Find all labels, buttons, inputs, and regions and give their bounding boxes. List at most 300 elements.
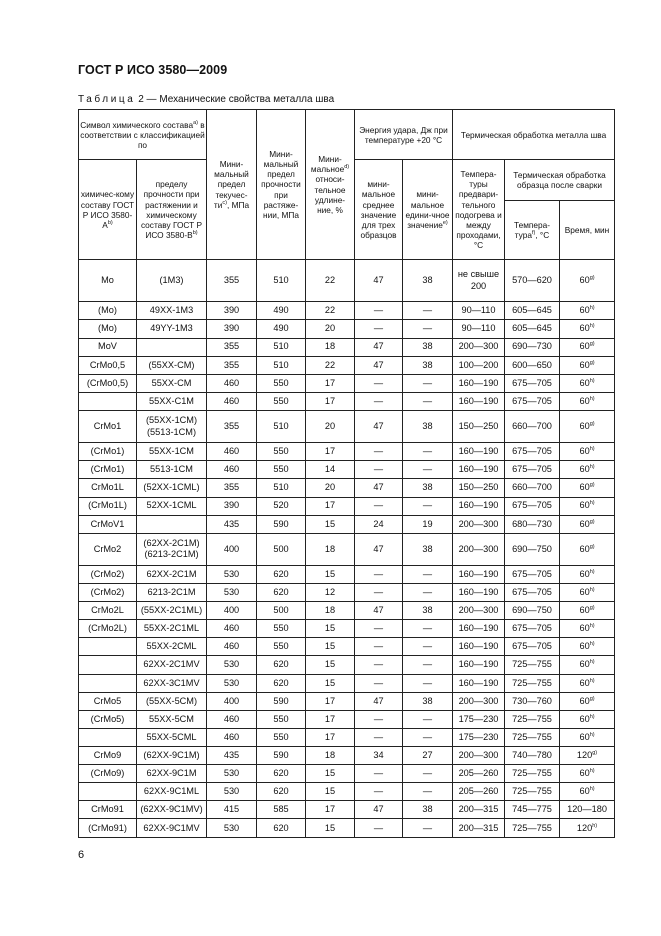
impact-mean-cell: 47 bbox=[355, 338, 403, 356]
yield-strength-cell: 530 bbox=[207, 565, 257, 583]
elongation-cell: 15 bbox=[306, 765, 355, 783]
chem-symbol-a-cell: CrMo91 bbox=[79, 801, 137, 819]
elongation-cell: 15 bbox=[306, 819, 355, 838]
pwht-time-cell: 60$^{g)}$ bbox=[560, 356, 615, 374]
chem-symbol-b-cell: (1M3) bbox=[137, 260, 207, 302]
pwht-time-cell: 60$^{h)}$ bbox=[560, 443, 615, 461]
table-row bbox=[79, 443, 615, 461]
chem-symbol-b-cell: 62XX-9C1ML bbox=[137, 783, 207, 801]
impact-mean-cell: — bbox=[355, 584, 403, 602]
chem-symbol-a-cell bbox=[79, 392, 137, 410]
preheat-temp-cell: 160—190 bbox=[453, 638, 505, 656]
pwht-temp-cell: 690—750 bbox=[505, 602, 560, 620]
pwht-temp-cell: 725—755 bbox=[505, 765, 560, 783]
elongation-cell: 15 bbox=[306, 783, 355, 801]
tensile-strength-cell: 550 bbox=[257, 461, 306, 479]
page-number: 6 bbox=[78, 849, 85, 861]
chem-symbol-b-cell: 55XX-C1M bbox=[137, 392, 207, 410]
tensile-strength-cell: 520 bbox=[257, 497, 306, 515]
tensile-strength-cell: 620 bbox=[257, 765, 306, 783]
yield-strength-cell: 355 bbox=[207, 410, 257, 442]
pwht-time-cell: 60$^{g)}$ bbox=[560, 515, 615, 533]
tensile-strength-cell: 550 bbox=[257, 728, 306, 746]
tensile-strength-cell: 510 bbox=[257, 260, 306, 302]
impact-single-cell: — bbox=[403, 302, 453, 320]
chem-symbol-b-cell: 55XX-5CML bbox=[137, 728, 207, 746]
elongation-cell: 22 bbox=[306, 356, 355, 374]
pwht-temp-cell: 675—705 bbox=[505, 374, 560, 392]
pwht-time-cell: 60$^{h)}$ bbox=[560, 620, 615, 638]
pwht-time-cell: 60$^{h)}$ bbox=[560, 392, 615, 410]
impact-single-cell: — bbox=[403, 728, 453, 746]
chem-symbol-a-cell: (CrMo5) bbox=[79, 710, 137, 728]
preheat-temp-cell: 175—230 bbox=[453, 728, 505, 746]
elongation-cell: 17 bbox=[306, 692, 355, 710]
impact-single-cell: — bbox=[403, 620, 453, 638]
yield-strength-cell: 435 bbox=[207, 747, 257, 765]
table-row bbox=[79, 819, 615, 838]
yield-strength-cell: 530 bbox=[207, 674, 257, 692]
chem-symbol-a-cell: CrMo0,5 bbox=[79, 356, 137, 374]
table-row bbox=[79, 338, 615, 356]
yield-strength-cell: 390 bbox=[207, 497, 257, 515]
preheat-temp-cell: 160—190 bbox=[453, 461, 505, 479]
impact-single-cell: 38 bbox=[403, 338, 453, 356]
impact-mean-cell: — bbox=[355, 497, 403, 515]
header-pwht-group: Термическая обработка образца после сварки bbox=[505, 160, 615, 200]
chem-symbol-b-cell: 62XX-9C1MV bbox=[137, 819, 207, 838]
impact-mean-cell: 24 bbox=[355, 515, 403, 533]
impact-mean-cell: — bbox=[355, 710, 403, 728]
preheat-temp-cell: 200—300 bbox=[453, 747, 505, 765]
pwht-temp-cell: 730—760 bbox=[505, 692, 560, 710]
impact-single-cell: — bbox=[403, 374, 453, 392]
yield-strength-cell: 460 bbox=[207, 728, 257, 746]
chem-symbol-a-cell: (CrMo1) bbox=[79, 461, 137, 479]
table-body bbox=[79, 260, 615, 838]
tensile-strength-cell: 550 bbox=[257, 443, 306, 461]
table-row bbox=[79, 602, 615, 620]
pwht-temp-cell: 675—705 bbox=[505, 461, 560, 479]
yield-strength-cell: 530 bbox=[207, 783, 257, 801]
elongation-cell: 20 bbox=[306, 479, 355, 497]
chem-symbol-a-cell: (Mo) bbox=[79, 302, 137, 320]
pwht-time-cell: 60$^{g)}$ bbox=[560, 338, 615, 356]
impact-single-cell: — bbox=[403, 443, 453, 461]
tensile-strength-cell: 620 bbox=[257, 565, 306, 583]
chem-symbol-b-cell: (55XX-CM) bbox=[137, 356, 207, 374]
pwht-temp-cell: 725—755 bbox=[505, 783, 560, 801]
preheat-temp-cell: 200—300 bbox=[453, 533, 505, 565]
table-row bbox=[79, 710, 615, 728]
impact-single-cell: — bbox=[403, 392, 453, 410]
table-row bbox=[79, 620, 615, 638]
chem-symbol-a-cell: (CrMo91) bbox=[79, 819, 137, 838]
tensile-strength-cell: 620 bbox=[257, 656, 306, 674]
elongation-cell: 12 bbox=[306, 584, 355, 602]
pwht-temp-cell: 745—775 bbox=[505, 801, 560, 819]
table-row bbox=[79, 783, 615, 801]
tensile-strength-cell: 620 bbox=[257, 819, 306, 838]
preheat-temp-cell: 160—190 bbox=[453, 674, 505, 692]
impact-single-cell: 38 bbox=[403, 260, 453, 302]
tensile-strength-cell: 510 bbox=[257, 338, 306, 356]
chem-symbol-a-cell: MoV bbox=[79, 338, 137, 356]
header-heat-treatment: Термическая обработка металла шва bbox=[453, 110, 615, 160]
table-row bbox=[79, 674, 615, 692]
impact-single-cell: 38 bbox=[403, 410, 453, 442]
impact-mean-cell: 47 bbox=[355, 602, 403, 620]
preheat-temp-cell: 175—230 bbox=[453, 710, 505, 728]
chem-symbol-a-cell bbox=[79, 656, 137, 674]
yield-strength-cell: 355 bbox=[207, 260, 257, 302]
chem-symbol-b-cell: 6213-2C1M bbox=[137, 584, 207, 602]
chem-symbol-b-cell bbox=[137, 515, 207, 533]
yield-strength-cell: 400 bbox=[207, 602, 257, 620]
tensile-strength-cell: 510 bbox=[257, 410, 306, 442]
pwht-time-cell: 60$^{h)}$ bbox=[560, 765, 615, 783]
pwht-time-cell: 60$^{h)}$ bbox=[560, 374, 615, 392]
pwht-time-cell: 60$^{g)}$ bbox=[560, 533, 615, 565]
table-row bbox=[79, 356, 615, 374]
tensile-strength-cell: 490 bbox=[257, 320, 306, 338]
pwht-temp-cell: 570—620 bbox=[505, 260, 560, 302]
pwht-time-cell: 60$^{g)}$ bbox=[560, 410, 615, 442]
elongation-cell: 17 bbox=[306, 801, 355, 819]
pwht-temp-cell: 600—650 bbox=[505, 356, 560, 374]
table-row bbox=[79, 765, 615, 783]
pwht-temp-cell: 675—705 bbox=[505, 584, 560, 602]
preheat-temp-cell: 160—190 bbox=[453, 392, 505, 410]
header-impact-mean: мини-мальное среднее значение для трех образцов bbox=[355, 160, 403, 260]
pwht-temp-cell: 725—755 bbox=[505, 656, 560, 674]
preheat-temp-cell: 200—315 bbox=[453, 819, 505, 838]
impact-mean-cell: — bbox=[355, 565, 403, 583]
pwht-temp-cell: 605—645 bbox=[505, 302, 560, 320]
table-row bbox=[79, 728, 615, 746]
tensile-strength-cell: 500 bbox=[257, 533, 306, 565]
yield-strength-cell: 355 bbox=[207, 479, 257, 497]
pwht-temp-cell: 725—755 bbox=[505, 819, 560, 838]
impact-single-cell: 27 bbox=[403, 747, 453, 765]
preheat-temp-cell: 160—190 bbox=[453, 443, 505, 461]
chem-symbol-b-cell: 62XX-9C1M bbox=[137, 765, 207, 783]
table-row bbox=[79, 565, 615, 583]
chem-symbol-b-cell bbox=[137, 338, 207, 356]
preheat-temp-cell: 150—250 bbox=[453, 410, 505, 442]
tensile-strength-cell: 590 bbox=[257, 515, 306, 533]
preheat-temp-cell: 205—260 bbox=[453, 783, 505, 801]
pwht-time-cell: 60$^{h)}$ bbox=[560, 302, 615, 320]
impact-single-cell: 38 bbox=[403, 533, 453, 565]
chem-symbol-b-cell: (62XX-2C1M) (6213-2C1M) bbox=[137, 533, 207, 565]
elongation-cell: 15 bbox=[306, 620, 355, 638]
pwht-temp-cell: 605—645 bbox=[505, 320, 560, 338]
chem-symbol-b-cell: 62XX-3C1MV bbox=[137, 674, 207, 692]
chem-symbol-b-cell: 5513-1CM bbox=[137, 461, 207, 479]
preheat-temp-cell: не свыше 200 bbox=[453, 260, 505, 302]
impact-single-cell: — bbox=[403, 461, 453, 479]
elongation-cell: 20 bbox=[306, 410, 355, 442]
elongation-cell: 17 bbox=[306, 392, 355, 410]
impact-mean-cell: 47 bbox=[355, 801, 403, 819]
impact-mean-cell: — bbox=[355, 320, 403, 338]
yield-strength-cell: 460 bbox=[207, 374, 257, 392]
pwht-time-cell: 60$^{h)}$ bbox=[560, 674, 615, 692]
table-row bbox=[79, 461, 615, 479]
yield-strength-cell: 400 bbox=[207, 692, 257, 710]
tensile-strength-cell: 590 bbox=[257, 747, 306, 765]
chem-symbol-b-cell: 55XX-5CM bbox=[137, 710, 207, 728]
pwht-time-cell: 60$^{h)}$ bbox=[560, 565, 615, 583]
header-pwht-time: Время, мин bbox=[560, 200, 615, 259]
table-row bbox=[79, 801, 615, 819]
chem-symbol-a-cell: (CrMo0,5) bbox=[79, 374, 137, 392]
elongation-cell: 18 bbox=[306, 338, 355, 356]
preheat-temp-cell: 200—300 bbox=[453, 602, 505, 620]
impact-single-cell: 19 bbox=[403, 515, 453, 533]
chem-symbol-b-cell: 49YY-1M3 bbox=[137, 320, 207, 338]
tensile-strength-cell: 550 bbox=[257, 392, 306, 410]
document-header: ГОСТ Р ИСО 3580—2009 bbox=[78, 63, 228, 77]
tensile-strength-cell: 620 bbox=[257, 783, 306, 801]
pwht-temp-cell: 675—705 bbox=[505, 565, 560, 583]
chem-symbol-a-cell bbox=[79, 728, 137, 746]
preheat-temp-cell: 160—190 bbox=[453, 584, 505, 602]
yield-strength-cell: 460 bbox=[207, 443, 257, 461]
pwht-temp-cell: 690—750 bbox=[505, 533, 560, 565]
yield-strength-cell: 390 bbox=[207, 320, 257, 338]
impact-mean-cell: — bbox=[355, 819, 403, 838]
elongation-cell: 17 bbox=[306, 710, 355, 728]
impact-mean-cell: — bbox=[355, 443, 403, 461]
impact-mean-cell: 47 bbox=[355, 356, 403, 374]
chem-symbol-b-cell: (55XX-2C1ML) bbox=[137, 602, 207, 620]
chem-symbol-a-cell bbox=[79, 638, 137, 656]
table-header bbox=[79, 110, 615, 260]
pwht-time-cell: 60$^{h)}$ bbox=[560, 638, 615, 656]
table-row bbox=[79, 320, 615, 338]
tensile-strength-cell: 590 bbox=[257, 692, 306, 710]
yield-strength-cell: 400 bbox=[207, 533, 257, 565]
pwht-time-cell: 120$^{g)}$ bbox=[560, 747, 615, 765]
impact-mean-cell: — bbox=[355, 656, 403, 674]
impact-single-cell: — bbox=[403, 497, 453, 515]
impact-single-cell: 38 bbox=[403, 602, 453, 620]
tensile-strength-cell: 510 bbox=[257, 479, 306, 497]
pwht-time-cell: 60$^{g)}$ bbox=[560, 260, 615, 302]
elongation-cell: 22 bbox=[306, 302, 355, 320]
header-tensile-composition-b: пределу прочности при растяжении и химическому составу ГОСТ Р ИСО $3580-В^{b)}$ bbox=[137, 160, 207, 260]
elongation-cell: 22 bbox=[306, 260, 355, 302]
chem-symbol-a-cell: CrMo5 bbox=[79, 692, 137, 710]
preheat-temp-cell: 200—315 bbox=[453, 801, 505, 819]
preheat-temp-cell: 100—200 bbox=[453, 356, 505, 374]
impact-single-cell: — bbox=[403, 674, 453, 692]
tensile-strength-cell: 550 bbox=[257, 374, 306, 392]
pwht-time-cell: 60$^{h)}$ bbox=[560, 783, 615, 801]
chem-symbol-b-cell: 62XX-2C1MV bbox=[137, 656, 207, 674]
chem-symbol-b-cell: 52XX-1CML bbox=[137, 497, 207, 515]
chem-symbol-b-cell: 49XX-1M3 bbox=[137, 302, 207, 320]
header-tensile-strength: Мини-мальный предел прочности при растяже-нии, МПа bbox=[257, 110, 306, 260]
yield-strength-cell: 355 bbox=[207, 356, 257, 374]
chem-symbol-a-cell: (CrMo1L) bbox=[79, 497, 137, 515]
chem-symbol-a-cell: (CrMo1) bbox=[79, 443, 137, 461]
preheat-temp-cell: 160—190 bbox=[453, 656, 505, 674]
impact-single-cell: — bbox=[403, 565, 453, 583]
tensile-strength-cell: 490 bbox=[257, 302, 306, 320]
chem-symbol-a-cell: (CrMo2L) bbox=[79, 620, 137, 638]
impact-single-cell: — bbox=[403, 765, 453, 783]
chem-symbol-b-cell: (52XX-1CML) bbox=[137, 479, 207, 497]
impact-single-cell: 38 bbox=[403, 692, 453, 710]
impact-single-cell: — bbox=[403, 783, 453, 801]
preheat-temp-cell: 200—300 bbox=[453, 338, 505, 356]
yield-strength-cell: 460 bbox=[207, 461, 257, 479]
tensile-strength-cell: 510 bbox=[257, 356, 306, 374]
impact-mean-cell: — bbox=[355, 765, 403, 783]
chem-symbol-a-cell: (Mo) bbox=[79, 320, 137, 338]
impact-single-cell: — bbox=[403, 584, 453, 602]
impact-mean-cell: 47 bbox=[355, 533, 403, 565]
yield-strength-cell: 530 bbox=[207, 819, 257, 838]
yield-strength-cell: 460 bbox=[207, 620, 257, 638]
header-impact-single: мини-мальное едини-чное значение$^{е)}$ bbox=[403, 160, 453, 260]
chem-symbol-b-cell: (62XX-9C1MV) bbox=[137, 801, 207, 819]
preheat-temp-cell: 160—190 bbox=[453, 620, 505, 638]
header-preheat-temp: Темпера-туры предвари-тельного подогрева и между проходами, °С bbox=[453, 160, 505, 260]
impact-mean-cell: 47 bbox=[355, 479, 403, 497]
chem-symbol-b-cell: 55XX-2CML bbox=[137, 638, 207, 656]
elongation-cell: 20 bbox=[306, 320, 355, 338]
table-row bbox=[79, 656, 615, 674]
yield-strength-cell: 460 bbox=[207, 710, 257, 728]
table-row bbox=[79, 638, 615, 656]
pwht-time-cell: 120$^{h)}$ bbox=[560, 819, 615, 838]
elongation-cell: 17 bbox=[306, 374, 355, 392]
table-caption-text: 2 — Механические свойства металла шва bbox=[138, 94, 335, 105]
header-pwht-temp: Темпера-тура$^{f)}$, °С bbox=[505, 200, 560, 259]
preheat-temp-cell: 150—250 bbox=[453, 479, 505, 497]
impact-mean-cell: — bbox=[355, 374, 403, 392]
chem-symbol-b-cell: (55XX-5CM) bbox=[137, 692, 207, 710]
table-row bbox=[79, 260, 615, 302]
chem-symbol-a-cell: CrMo1L bbox=[79, 479, 137, 497]
pwht-time-cell: 60$^{h)}$ bbox=[560, 710, 615, 728]
header-elongation: Мини-мальное$^{d)}$ относи-тельное удлине-ние, % bbox=[306, 110, 355, 260]
pwht-temp-cell: 675—705 bbox=[505, 497, 560, 515]
chem-symbol-b-cell: 62XX-2C1M bbox=[137, 565, 207, 583]
yield-strength-cell: 530 bbox=[207, 584, 257, 602]
chem-symbol-a-cell: CrMoV1 bbox=[79, 515, 137, 533]
table-caption-label: Таблица bbox=[78, 94, 136, 105]
tensile-strength-cell: 620 bbox=[257, 674, 306, 692]
impact-mean-cell: — bbox=[355, 674, 403, 692]
impact-single-cell: — bbox=[403, 710, 453, 728]
preheat-temp-cell: 160—190 bbox=[453, 497, 505, 515]
impact-mean-cell: — bbox=[355, 620, 403, 638]
impact-mean-cell: 47 bbox=[355, 692, 403, 710]
chem-symbol-a-cell: CrMo2L bbox=[79, 602, 137, 620]
elongation-cell: 15 bbox=[306, 674, 355, 692]
table-row bbox=[79, 392, 615, 410]
table-row bbox=[79, 479, 615, 497]
chem-symbol-a-cell: CrMo2 bbox=[79, 533, 137, 565]
pwht-temp-cell: 725—755 bbox=[505, 674, 560, 692]
pwht-temp-cell: 675—705 bbox=[505, 638, 560, 656]
yield-strength-cell: 460 bbox=[207, 638, 257, 656]
pwht-temp-cell: 690—730 bbox=[505, 338, 560, 356]
pwht-time-cell: 60$^{h)}$ bbox=[560, 320, 615, 338]
pwht-temp-cell: 725—755 bbox=[505, 728, 560, 746]
yield-strength-cell: 530 bbox=[207, 656, 257, 674]
pwht-temp-cell: 675—705 bbox=[505, 620, 560, 638]
yield-strength-cell: 460 bbox=[207, 392, 257, 410]
chem-symbol-b-cell: 55XX-2C1ML bbox=[137, 620, 207, 638]
pwht-time-cell: 60$^{h)}$ bbox=[560, 461, 615, 479]
pwht-time-cell: 60$^{h)}$ bbox=[560, 584, 615, 602]
impact-single-cell: — bbox=[403, 638, 453, 656]
preheat-temp-cell: 160—190 bbox=[453, 565, 505, 583]
pwht-time-cell: 60$^{h)}$ bbox=[560, 728, 615, 746]
yield-strength-cell: 415 bbox=[207, 801, 257, 819]
table-row bbox=[79, 302, 615, 320]
preheat-temp-cell: 200—300 bbox=[453, 515, 505, 533]
header-symbol-group: Символ химического состава$^{а)}$ в соответствии с классификацией по bbox=[79, 110, 207, 160]
table-row bbox=[79, 533, 615, 565]
table-row bbox=[79, 584, 615, 602]
elongation-cell: 17 bbox=[306, 728, 355, 746]
impact-mean-cell: 34 bbox=[355, 747, 403, 765]
tensile-strength-cell: 585 bbox=[257, 801, 306, 819]
elongation-cell: 15 bbox=[306, 638, 355, 656]
yield-strength-cell: 530 bbox=[207, 765, 257, 783]
table-row bbox=[79, 374, 615, 392]
header-chem-composition-a: химичес-кому составу ГОСТ Р ИСО $3580-А^{b)}$ bbox=[79, 160, 137, 260]
chem-symbol-a-cell: (CrMo9) bbox=[79, 765, 137, 783]
elongation-cell: 17 bbox=[306, 443, 355, 461]
pwht-time-cell: 60$^{h)}$ bbox=[560, 497, 615, 515]
tensile-strength-cell: 550 bbox=[257, 620, 306, 638]
chem-symbol-a-cell: CrMo9 bbox=[79, 747, 137, 765]
chem-symbol-a-cell: CrMo1 bbox=[79, 410, 137, 442]
impact-single-cell: 38 bbox=[403, 801, 453, 819]
chem-symbol-a-cell bbox=[79, 674, 137, 692]
pwht-temp-cell: 660—700 bbox=[505, 410, 560, 442]
impact-mean-cell: 47 bbox=[355, 260, 403, 302]
elongation-cell: 15 bbox=[306, 656, 355, 674]
table-row bbox=[79, 410, 615, 442]
impact-mean-cell: — bbox=[355, 783, 403, 801]
pwht-time-cell: 60$^{g)}$ bbox=[560, 602, 615, 620]
impact-single-cell: 38 bbox=[403, 356, 453, 374]
header-impact-energy: Энергия удара, Дж при температуре +20 °С bbox=[355, 110, 453, 160]
impact-mean-cell: — bbox=[355, 728, 403, 746]
preheat-temp-cell: 205—260 bbox=[453, 765, 505, 783]
table-row bbox=[79, 692, 615, 710]
impact-single-cell: — bbox=[403, 656, 453, 674]
elongation-cell: 15 bbox=[306, 565, 355, 583]
preheat-temp-cell: 160—190 bbox=[453, 374, 505, 392]
impact-mean-cell: 47 bbox=[355, 410, 403, 442]
tensile-strength-cell: 550 bbox=[257, 710, 306, 728]
tensile-strength-cell: 620 bbox=[257, 584, 306, 602]
yield-strength-cell: 435 bbox=[207, 515, 257, 533]
preheat-temp-cell: 90—110 bbox=[453, 320, 505, 338]
pwht-time-cell: 60$^{h)}$ bbox=[560, 656, 615, 674]
elongation-cell: 15 bbox=[306, 515, 355, 533]
